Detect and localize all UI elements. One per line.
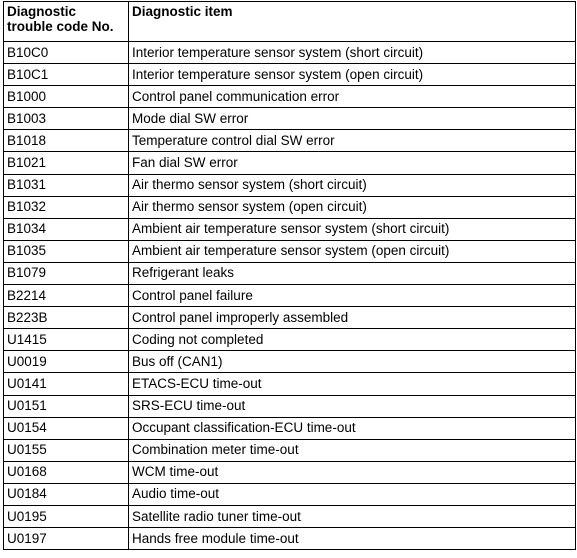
table-row bbox=[4, 86, 576, 108]
diagnostic-item-cell: Refrigerant leaks bbox=[129, 262, 576, 284]
table-row bbox=[4, 417, 576, 439]
header-diagnostic-item: Diagnostic item bbox=[129, 2, 576, 42]
trouble-code-cell: B1031 bbox=[4, 174, 129, 196]
trouble-code-cell: U0141 bbox=[4, 373, 129, 395]
table-row bbox=[4, 130, 576, 152]
trouble-code-cell: B10C0 bbox=[4, 42, 129, 64]
trouble-code-cell: B2214 bbox=[4, 285, 129, 307]
trouble-code-cell: U0195 bbox=[4, 505, 129, 527]
table-row bbox=[4, 174, 576, 196]
diagnostic-item-cell: Mode dial SW error bbox=[129, 108, 576, 130]
table-row bbox=[4, 329, 576, 351]
diagnostic-code-table bbox=[3, 1, 576, 550]
trouble-code-cell: B10C1 bbox=[4, 64, 129, 86]
table-row bbox=[4, 240, 576, 262]
trouble-code-cell: B1034 bbox=[4, 218, 129, 240]
trouble-code-cell: U0184 bbox=[4, 483, 129, 505]
diagnostic-item-cell: SRS-ECU time-out bbox=[129, 395, 576, 417]
table-row bbox=[4, 483, 576, 505]
trouble-code-cell: U0197 bbox=[4, 528, 129, 550]
table-row bbox=[4, 42, 576, 64]
trouble-code-cell: B223B bbox=[4, 307, 129, 329]
trouble-code-cell: U0151 bbox=[4, 395, 129, 417]
trouble-code-cell: B1018 bbox=[4, 130, 129, 152]
diagnostic-item-cell: Control panel failure bbox=[129, 285, 576, 307]
trouble-code-cell: U0155 bbox=[4, 439, 129, 461]
diagnostic-item-cell: Bus off (CAN1) bbox=[129, 351, 576, 373]
diagnostic-item-cell: Coding not completed bbox=[129, 329, 576, 351]
trouble-code-cell: U1415 bbox=[4, 329, 129, 351]
diagnostic-item-cell: Ambient air temperature sensor system (short circuit) bbox=[129, 218, 576, 240]
diagnostic-item-cell: Satellite radio tuner time-out bbox=[129, 505, 576, 527]
trouble-code-cell: B1032 bbox=[4, 196, 129, 218]
table-row bbox=[4, 262, 576, 284]
diagnostic-item-cell: Air thermo sensor system (open circuit) bbox=[129, 196, 576, 218]
diagnostic-item-cell: WCM time-out bbox=[129, 461, 576, 483]
table-row bbox=[4, 285, 576, 307]
diagnostic-item-cell: Air thermo sensor system (short circuit) bbox=[129, 174, 576, 196]
diagnostic-item-cell: Temperature control dial SW error bbox=[129, 130, 576, 152]
table-row bbox=[4, 395, 576, 417]
trouble-code-cell: B1000 bbox=[4, 86, 129, 108]
trouble-code-cell: B1079 bbox=[4, 262, 129, 284]
diagnostic-item-cell: ETACS-ECU time-out bbox=[129, 373, 576, 395]
table-body bbox=[4, 42, 576, 550]
table-row bbox=[4, 196, 576, 218]
diagnostic-item-cell: Control panel improperly assembled bbox=[129, 307, 576, 329]
trouble-code-cell: B1021 bbox=[4, 152, 129, 174]
table-row bbox=[4, 439, 576, 461]
diagnostic-item-cell: Control panel communication error bbox=[129, 86, 576, 108]
table-row bbox=[4, 218, 576, 240]
trouble-code-cell: B1003 bbox=[4, 108, 129, 130]
trouble-code-cell: B1035 bbox=[4, 240, 129, 262]
trouble-code-cell: U0154 bbox=[4, 417, 129, 439]
table-row bbox=[4, 64, 576, 86]
table-row bbox=[4, 461, 576, 483]
diagnostic-item-cell: Interior temperature sensor system (short circuit) bbox=[129, 42, 576, 64]
header-code-line1: Diagnostic bbox=[7, 4, 77, 19]
header-code-line2: trouble code No. bbox=[7, 19, 114, 34]
table-header-row bbox=[4, 2, 576, 42]
table-row bbox=[4, 108, 576, 130]
diagnostic-item-cell: Fan dial SW error bbox=[129, 152, 576, 174]
table-row bbox=[4, 528, 576, 550]
diagnostic-item-cell: Hands free module time-out bbox=[129, 528, 576, 550]
trouble-code-cell: U0019 bbox=[4, 351, 129, 373]
diagnostic-item-cell: Audio time-out bbox=[129, 483, 576, 505]
trouble-code-cell: U0168 bbox=[4, 461, 129, 483]
table-row bbox=[4, 351, 576, 373]
diagnostic-item-cell: Ambient air temperature sensor system (open circuit) bbox=[129, 240, 576, 262]
header-code-number bbox=[4, 2, 129, 42]
table-row bbox=[4, 373, 576, 395]
table-row bbox=[4, 152, 576, 174]
table-row bbox=[4, 505, 576, 527]
diagnostic-item-cell: Interior temperature sensor system (open circuit) bbox=[129, 64, 576, 86]
diagnostic-item-cell: Occupant classification-ECU time-out bbox=[129, 417, 576, 439]
diagnostic-item-cell: Combination meter time-out bbox=[129, 439, 576, 461]
table-row bbox=[4, 307, 576, 329]
